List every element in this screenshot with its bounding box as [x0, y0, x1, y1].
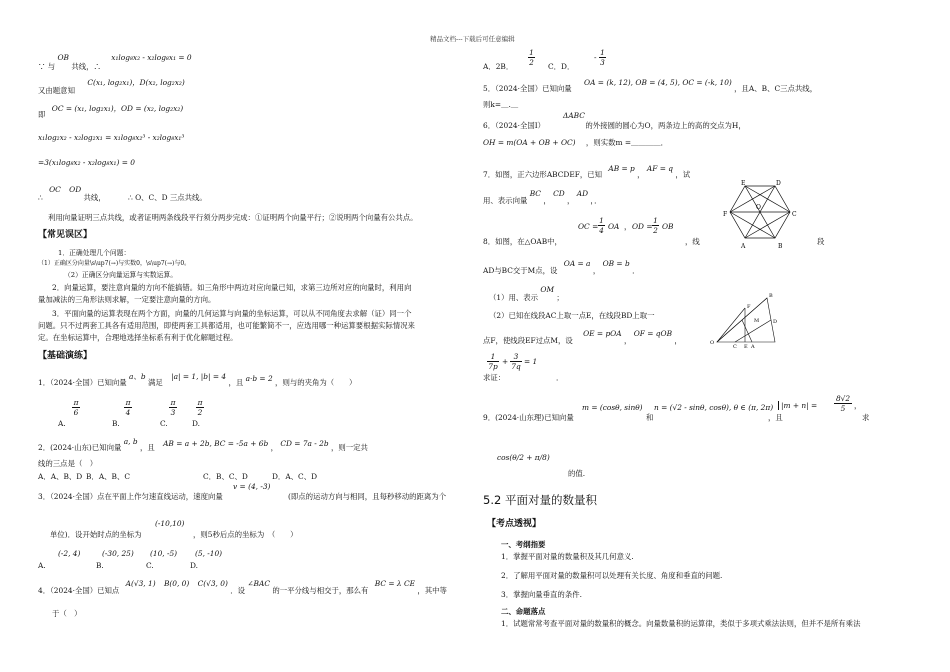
question-2-cont: 线的三点是（ ）	[38, 459, 98, 468]
text: 的外接圆的圆心为O，两条边上的高的交点为H，	[585, 121, 746, 130]
text: 6．（2024·全国Ⅰ）	[483, 121, 546, 130]
text: ，	[637, 170, 645, 179]
exam-point-1: 1．试题常常考查平面对量的数量积的概念。向量数量积的运算律，类似于多项式乘法法则，但并不是所有乘法	[501, 619, 861, 628]
option-c-value: (10, -5)	[150, 549, 178, 558]
section-basic-practice: 【基础演练】	[38, 351, 93, 361]
vector-od: OD	[69, 185, 82, 194]
answer-blank[interactable]: ＿.＿	[501, 100, 519, 109]
numerator: 8√2	[835, 394, 851, 403]
option-b[interactable]: B.	[112, 419, 120, 428]
hex-label-c: C	[792, 211, 797, 218]
target-expr: cos(θ/2 + π/8)	[497, 453, 550, 462]
syllabus-1: 1．掌握平面对量的数量积及其几何意义.	[501, 552, 634, 561]
text: ，且	[139, 443, 155, 452]
text: （1）用、表示	[489, 293, 539, 302]
formula: OA	[608, 222, 620, 231]
text: 5．（2024·全国）已知向量	[483, 84, 572, 93]
subheading-exam: 二、命题落点	[501, 607, 546, 616]
vector-m: m = (cosθ, sinθ)	[582, 403, 643, 412]
question-3: 3．（2024·全国）点在平面上作匀速直线运动，速度向量	[38, 492, 223, 501]
denominator: 7p	[488, 362, 498, 372]
question-7	[483, 164, 691, 179]
syllabus-2: 2．了解用平面对量的数量积可以处理有关长度、角度和垂直的问题.	[501, 571, 723, 580]
tri-label-b: B	[769, 293, 773, 299]
option-c[interactable]: C.	[146, 561, 154, 570]
question-8: 8．如图，在△OAB中，	[483, 237, 562, 246]
formula: a, b	[123, 437, 138, 446]
option-c[interactable]: C．B、C、D	[203, 472, 248, 481]
formula: a、b	[129, 372, 146, 381]
text: 共线，∴	[71, 62, 101, 71]
text: 4．（2024·全国）已知点	[38, 586, 120, 595]
fraction-pi-6	[72, 398, 80, 418]
fraction-1-2b	[652, 216, 659, 236]
option-d-value: (5, -10)	[195, 549, 223, 558]
formula: OC =	[578, 222, 599, 231]
text: ，则一定共	[330, 443, 368, 452]
text: 1．（2024·全国）已知向量	[38, 378, 127, 387]
option-d[interactable]: D．A、C、D	[272, 472, 318, 481]
numerator: π	[170, 398, 176, 407]
text: 求	[862, 413, 870, 422]
hex-label-a: A	[741, 243, 746, 250]
option-a[interactable]: A．A、B、D	[38, 472, 83, 481]
norm-expr: |m + n| =	[778, 401, 817, 410]
fraction-3-7q	[510, 352, 522, 372]
mistake-1: 1．正确处理几个问题：	[58, 249, 131, 257]
numerator: 3	[510, 352, 522, 362]
question-8-part2: （2）已知在线段AC上取一点E，在线段BD上取一	[489, 311, 655, 320]
question-7-b	[483, 189, 602, 205]
formula: OB	[662, 222, 674, 231]
formula: OB = b	[602, 259, 630, 268]
question-3-d: ，则5秒后点的坐标为 （ ）	[193, 530, 298, 539]
text: ∴ O、C、D 三点共线。	[128, 193, 207, 202]
text: ，．	[590, 196, 602, 205]
tri-label-a: A	[751, 344, 755, 350]
vector-om: OM	[540, 285, 555, 294]
options-ab[interactable]: A．2B．	[483, 62, 514, 71]
mistake-1a: （1）正确区分向量\s\up7(→)与实数0，\s\up7(→)与0。	[38, 260, 191, 267]
text: ，则实数m =	[585, 138, 632, 147]
formula: OF = qOB	[633, 329, 673, 338]
fraction-1-4	[598, 216, 605, 236]
velocity-vector: v = (4, -3)	[233, 482, 271, 491]
text: ∵ 与	[38, 62, 56, 71]
vector-n: n = (√2 - sinθ, cosθ), θ ∈ (π, 2π)	[654, 403, 774, 412]
triangle-figure	[707, 290, 787, 350]
mistake-3: 3．平面向量的运算表现在两个方面，向量的几何运算与向量的坐标运算，可以从不同角度去求解（证）同一个	[52, 309, 412, 318]
question-2	[38, 437, 368, 452]
formula: AB = p	[608, 164, 635, 173]
text: ，且	[228, 378, 244, 387]
question-8-part2b	[483, 329, 682, 345]
point-c: C(√3, 0)	[197, 579, 228, 588]
text: ，	[567, 196, 575, 205]
text: ．	[632, 266, 640, 275]
tri-label-d: D	[773, 319, 778, 325]
text: 点F，使线段EF过点M，设	[483, 336, 573, 345]
text: 又由题意知	[38, 86, 75, 95]
formula: OA = (k, 12), OB = (4, 5), OC = (-k, 10)	[584, 78, 732, 87]
text: ，	[592, 266, 601, 275]
formula: a·b = 2	[245, 374, 273, 383]
question-5	[483, 78, 818, 93]
mistake-3c: 定。在坐标运算中，合理地选择坐标系有利于优化解题过程。	[38, 333, 238, 342]
option-b[interactable]: B.	[96, 561, 104, 570]
question-4	[38, 579, 447, 595]
proof-line-4: x₁log₂x₂ - x₂log₂x₁ = x₁log₈x₂³ - x₂log₈x₁³	[38, 133, 185, 142]
text: ，试	[675, 170, 691, 179]
numerator: 1	[599, 216, 604, 225]
text: 满足	[147, 378, 163, 387]
vector-ad: AD	[576, 189, 589, 198]
fraction-pi-4	[124, 398, 132, 418]
proof-line-3	[38, 104, 184, 119]
text: ，	[270, 443, 278, 452]
point-a: A(√3, 1)	[125, 579, 156, 588]
hexagon-figure	[715, 176, 815, 256]
formula: OA = a	[563, 259, 591, 268]
question-9: 9．(2024·山东理)已知向量	[483, 413, 574, 422]
text: ，	[623, 336, 632, 345]
denominator: 3	[170, 408, 176, 418]
text: ，	[674, 336, 682, 345]
formula: AF = q	[646, 164, 673, 173]
text: 共线，	[83, 193, 106, 202]
page-header: 精品文档---下载后可任意编辑	[430, 35, 515, 43]
formula: x₁log₈x₂ - x₂log₈x₁ = 0	[111, 53, 192, 62]
text: ，	[543, 196, 551, 205]
section-common-mistakes: 【常见误区】	[38, 230, 93, 240]
summary: 利用向量证明三点共线，或者证明两条线段平行须分两步完成：①证明两个向量平行；②说明两个向量有公共点。	[48, 213, 418, 222]
text: 段	[817, 237, 825, 246]
option-d[interactable]: D.	[192, 419, 201, 428]
text: 用、表示向量	[483, 196, 528, 205]
tri-label-c: C	[733, 344, 737, 350]
question-1	[38, 372, 357, 387]
tri-label-f: F	[747, 304, 751, 310]
fraction-1-2	[528, 48, 535, 68]
text: 的一平分线与相交于，那么有	[272, 586, 369, 595]
question-4-cont: 于（ ）	[52, 609, 82, 618]
option-a[interactable]: A.	[38, 561, 46, 570]
option-b-value: (-30, 25)	[102, 549, 134, 558]
text: 的值.	[568, 469, 586, 478]
proof-line-2	[38, 78, 185, 95]
numerator: 1	[487, 352, 499, 362]
denominator: 6	[73, 408, 79, 418]
hex-label-d: D	[776, 180, 781, 187]
denominator: 4	[599, 226, 604, 236]
text: 则k=	[483, 100, 502, 109]
question-6-b	[483, 138, 668, 147]
proof-line-5: =3(x₁log₈x₂ - x₂log₈x₁) = 0	[38, 158, 135, 167]
denominator: 2	[653, 226, 658, 236]
syllabus-3: 3．掌握向量垂直的条件.	[501, 590, 582, 599]
numerator: π	[73, 398, 79, 407]
formula: AB = a + 2b, BC = -5a + 6b	[163, 439, 269, 448]
question-3-c: 单位)．设开始时点的坐标为	[50, 530, 142, 539]
tri-label-o: O	[710, 340, 715, 346]
denominator: 2	[197, 408, 203, 418]
denominator: 3	[600, 58, 605, 68]
text: 2．(2024·山东)已知向量	[38, 443, 122, 452]
formula: |a| = 1, |b| = 4	[171, 372, 227, 381]
fraction-1-7p	[487, 352, 499, 372]
numerator: 1	[653, 216, 658, 225]
point-b: B(0, 0)	[163, 579, 190, 588]
text: ．	[556, 373, 564, 382]
text: ∴	[38, 193, 43, 202]
angle: ∠BAC	[247, 579, 270, 588]
mistake-2: 2．向量运算，要注意向量的方向不能搞错。如三角形中两边对应向量已知，求第三边所对应的向量时，利用向	[52, 283, 412, 292]
formula: OC = (x₁, log₂x₁)，OD = (x₂, log₂x₂)	[51, 104, 184, 113]
fraction-pi-3	[169, 398, 177, 418]
fraction-1-3	[599, 48, 606, 68]
text: ，	[854, 401, 862, 410]
vector-ob: OB	[57, 53, 69, 62]
proof-line-6	[38, 185, 207, 202]
mistake-2b: 量加减法的三角形法则求解，一定要注意向量的方向。	[38, 295, 216, 304]
formula: OD =	[632, 222, 653, 231]
numerator: 1	[600, 48, 605, 57]
plus-sign: +	[502, 357, 509, 366]
option-c[interactable]: C.	[160, 419, 168, 428]
text: ；	[556, 293, 564, 302]
subheading-syllabus: 一、考纲指要	[501, 540, 546, 549]
triangle-abc: ΔABC	[563, 111, 585, 120]
tri-label-e: E	[744, 344, 748, 350]
formula: OE = pOA	[583, 329, 622, 338]
fraction-8rt2-5	[834, 394, 852, 414]
options-cd[interactable]: C．D．	[548, 62, 575, 71]
numerator: π	[125, 398, 131, 407]
text: ，	[624, 222, 632, 231]
numerator: 1	[529, 48, 534, 57]
denominator: 2	[529, 58, 534, 68]
mistake-3b: 问题。只不过两套工具各有适用范围，即使两套工具都适用，也可能繁简不一，应选用哪一种运算要根据实际情况来	[38, 321, 415, 330]
text: 和	[646, 413, 654, 422]
text: 7．如图，正六边形ABCDEF，已知	[483, 170, 603, 179]
option-a-value: (-2, 4)	[58, 549, 81, 558]
vector-bc: BC	[529, 189, 541, 198]
fraction-pi-2	[196, 398, 204, 418]
formula: = 1	[524, 357, 538, 366]
denominator: 7q	[511, 362, 521, 372]
mistake-1b: （2）正确区分向量运算与实数运算。	[64, 271, 178, 279]
text: ，则与的夹角为（ ）	[275, 378, 357, 387]
text: 即	[38, 110, 46, 119]
hex-label-e: E	[741, 180, 746, 187]
question-8-b	[483, 259, 640, 275]
numerator: π	[197, 398, 203, 407]
option-a[interactable]: A.	[58, 419, 66, 428]
start-point: (-10,10)	[155, 519, 185, 528]
hex-label-b: B	[778, 243, 783, 250]
text: ．设	[230, 586, 245, 595]
vector-oc: OC	[49, 185, 61, 194]
tri-label-m: M	[754, 318, 760, 324]
formula: C(x₁, log₂x₁)，D(x₂, log₂x₂)	[87, 78, 185, 87]
question-5-answer	[483, 100, 518, 109]
formula: CD = 7a - 2b	[280, 439, 329, 448]
denominator: 5	[840, 404, 846, 414]
section-title: 5.2 平面对量的数量积	[483, 493, 597, 507]
hex-label-f: F	[723, 211, 728, 218]
text: ，线	[685, 237, 700, 246]
text: AD与BC交于M点，设	[483, 266, 558, 275]
question-6	[483, 121, 746, 130]
prove-label: 求证：	[483, 373, 506, 382]
text: ，其中等	[417, 586, 447, 595]
hex-label-o: O	[756, 204, 761, 211]
formula: OH = m(OA + OB + OC)	[483, 138, 576, 147]
text: ，且A、B、C三点共线，	[734, 84, 818, 93]
vector-cd: CD	[553, 189, 565, 198]
denominator: 4	[125, 408, 131, 418]
option-b[interactable]: B．A、B、C	[86, 472, 131, 481]
section-key-points: 【考点透视】	[487, 519, 542, 529]
option-d[interactable]: D.	[190, 561, 199, 570]
formula: BC = λ CE	[374, 579, 415, 588]
proof-line-1	[38, 53, 192, 71]
question-8-part1	[489, 285, 564, 302]
text: ，且	[768, 413, 783, 422]
minus-sign: -	[594, 53, 597, 62]
question-3-b: (即点的运动方向与相同，且每秒移动的距离为个	[288, 492, 447, 501]
answer-blank[interactable]: ＿＿＿＿．	[631, 138, 669, 147]
